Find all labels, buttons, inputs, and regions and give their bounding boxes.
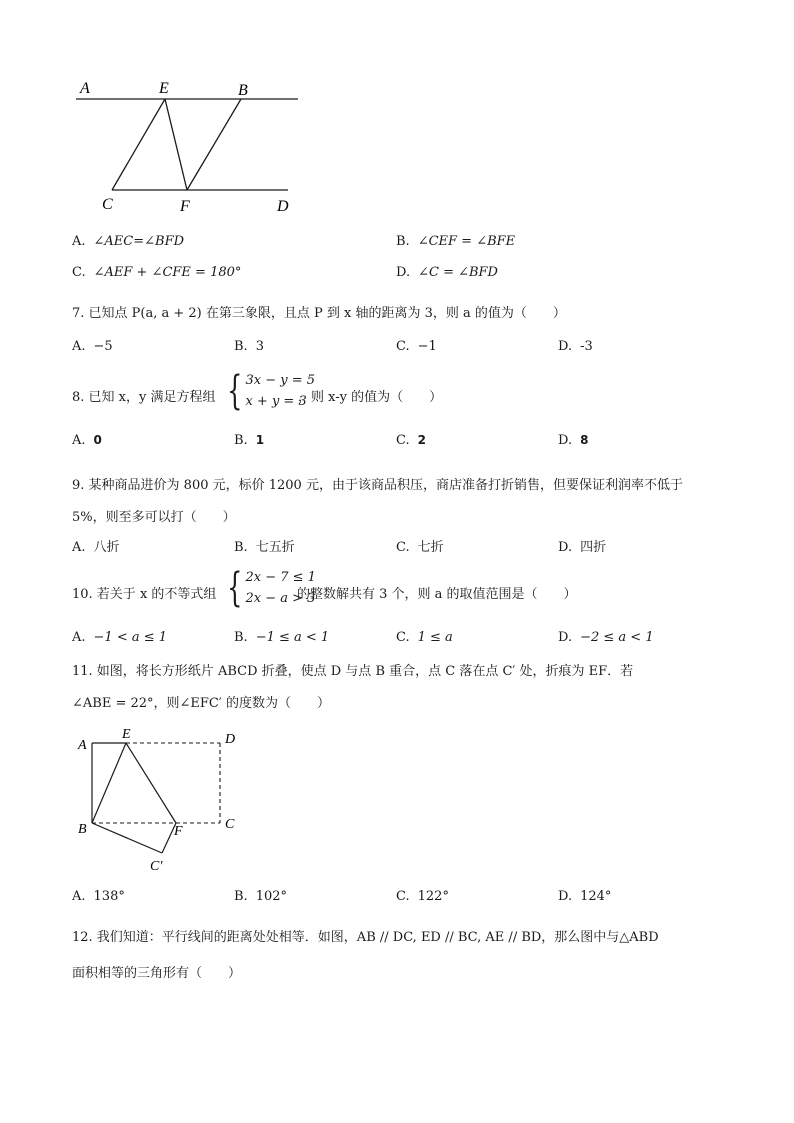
q8-option-c[interactable] [396,433,426,448]
option-label: C. [72,265,86,280]
q8-option-a[interactable] [72,433,102,448]
option-label: C. [396,630,410,645]
fig1-label-f: F [180,198,190,215]
q11-option-c[interactable] [396,889,449,904]
figure-parallel-lines [70,75,310,220]
option-text: ∠CEF = ∠BFE [417,234,516,249]
option-label: B. [234,540,248,555]
q10-option-d[interactable] [558,630,654,645]
fig1-label-a: A [80,80,90,97]
q8-prefix: 8. 已知 x，y 满足方程组 [72,390,216,405]
option-label: D. [396,265,411,280]
fig11-label-a: A [78,738,87,753]
option-label: B. [234,889,248,904]
option-text: −1 < a ≤ 1 [93,630,168,645]
q10-inequality-1: 2x − 7 ≤ 1 [245,570,316,585]
fig11-label-c: C [225,817,235,832]
fig1-label-d: D [277,198,289,215]
q7-option-c[interactable] [396,339,437,354]
q7-option-d[interactable] [558,339,593,354]
option-label: A. [72,339,86,354]
fig11-label-e: E [122,727,131,742]
q9-stem-line1: 9. 某种商品进价为 800 元，标价 1200 元，由于该商品积压，商店准备打折销售，但要保证利润率不低于 [72,478,683,493]
option-label: B. [396,234,410,249]
option-text: ∠C = ∠BFD [418,265,498,280]
option-label: B. [234,630,248,645]
q9-option-a[interactable] [72,536,120,555]
option-text: ∠AEC=∠BFD [93,234,185,249]
option-text: 八折 [93,540,120,555]
fig11-label-d: D [225,732,236,747]
q11-option-b[interactable] [234,889,287,904]
q10-option-b[interactable] [234,630,329,645]
q6-option-c[interactable] [72,265,241,280]
option-text: 四折 [580,540,607,555]
q8-option-d[interactable] [558,433,588,448]
option-text: −1 [417,339,437,354]
q9-options [72,536,732,556]
option-text: 2 [417,433,426,447]
q9-stem-line2: 5%，则至多可以打（ ） [72,510,236,525]
q10-option-a[interactable] [72,630,167,645]
option-text: 124° [580,889,612,904]
q9-option-c[interactable] [396,536,444,555]
q9-option-b[interactable] [234,536,295,555]
q6-option-d[interactable] [396,265,498,280]
option-label: D. [558,433,573,448]
q12-stem-line2: 面积相等的三角形有（ ） [72,966,242,981]
q8-options [72,433,732,453]
q7-option-b[interactable] [234,339,264,354]
fig1-label-c: C [102,196,113,213]
option-label: A. [72,234,86,249]
q6-options-row2 [72,265,732,285]
option-label: D. [558,889,573,904]
q8-option-b[interactable] [234,433,264,448]
q12-stem-line1: 12. 我们知道：平行线间的距离处处相等．如图，AB // DC, ED // BC, AE // BD，那么图中与△ABD [72,930,659,945]
q10-options [72,630,732,650]
option-text: 七五折 [255,540,295,555]
option-text: −2 ≤ a < 1 [580,630,654,645]
option-label: A. [72,540,86,555]
option-text: 1 ≤ a [417,630,453,645]
q7-stem: 7. 已知点 P(a, a + 2) 在第三象限，且点 P 到 x 轴的距离为 3，则 a 的值为（ ） [72,306,566,321]
q11-options [72,889,732,909]
q10-inequality-2: 2x − a > 3 [245,591,316,606]
option-text: 102° [255,889,288,904]
q10-prefix: 10. 若关于 x 的不等式组 [72,587,217,602]
q7-option-a[interactable] [72,339,113,354]
q10-suffix: 的整数解共有 3 个，则 a 的取值范围是（ ） [297,587,577,602]
fig1-label-e: E [159,80,169,97]
q6-option-a[interactable] [72,234,184,249]
option-label: B. [234,339,248,354]
option-text: -3 [580,339,593,354]
fig1-label-b: B [238,82,248,99]
option-text: 1 [255,433,265,447]
q11-stem-line2: ∠ABE = 22°，则∠EFC′ 的度数为（ ） [72,696,330,711]
q11-option-d[interactable] [558,889,611,904]
q8-suffix: ，则 x-y 的值为（ ） [298,390,443,405]
fig11-label-b: B [78,822,87,837]
q11-stem-line1: 11. 如图，将长方形纸片 ABCD 折叠，使点 D 与点 B 重合，点 C 落在点 C′ 处，折痕为 EF．若 [72,664,634,679]
q8-equation-1: 3x − y = 5 [245,373,315,388]
option-text: 3 [255,339,264,354]
option-label: A. [72,889,86,904]
option-label: D. [558,540,573,555]
option-text: 138° [93,889,125,904]
fig11-label-f: F [174,824,183,839]
option-label: A. [72,630,86,645]
option-label: C. [396,433,410,448]
option-text: 七折 [417,540,444,555]
option-text: 8 [580,433,589,447]
fig11-label-c-prime: C′ [150,859,163,874]
brace-symbol: { [227,368,243,414]
q7-options [72,339,732,359]
q6-options-row1 [72,234,732,254]
q11-option-a[interactable] [72,889,125,904]
q9-option-d[interactable] [558,536,606,555]
option-text: 0 [93,433,102,447]
option-text: ∠AEF + ∠CFE = 180° [93,265,242,280]
option-label: C. [396,540,410,555]
brace-symbol: { [227,565,243,611]
q8-equation-2: x + y = 3 [245,394,307,409]
q6-option-b[interactable] [396,234,515,249]
option-text: −5 [93,339,113,354]
option-text: 122° [417,889,449,904]
option-label: A. [72,433,86,448]
option-label: D. [558,339,573,354]
option-text: −1 ≤ a < 1 [255,630,330,645]
figure-folded-rectangle [70,725,250,875]
option-label: C. [396,889,410,904]
option-label: C. [396,339,410,354]
q10-option-c[interactable] [396,630,453,645]
option-label: D. [558,630,573,645]
option-label: B. [234,433,248,448]
